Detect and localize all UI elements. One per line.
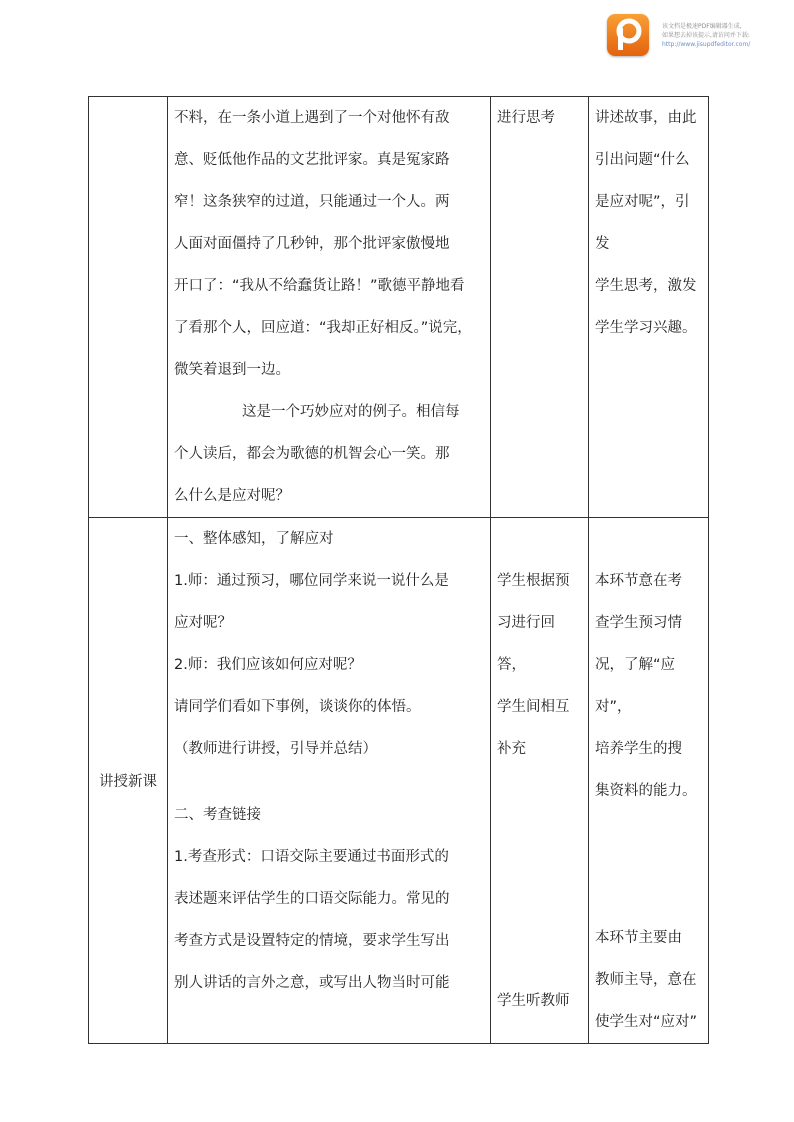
student-line: 学生听教师 (497, 993, 570, 1009)
content-line: 意、贬低他作品的文艺批评家。真是冤家路 (174, 152, 450, 168)
intent-line: 本环节意在考 (595, 573, 682, 589)
content-line: 请同学们看如下事例，谈谈你的体悟。 (174, 699, 421, 715)
student-activity-cell (491, 97, 589, 518)
intent-line: 况，了解“应对”， (595, 657, 676, 715)
student-line: 学生根据预 (497, 573, 570, 589)
content-line: 考查方式是设置特定的情境，要求学生写出 (174, 933, 450, 949)
intent-line: 集资料的能力。 (595, 783, 697, 799)
watermark-text (662, 22, 792, 49)
content-cell (168, 518, 491, 1044)
stage-cell (89, 518, 168, 1044)
intent-line: 教师主导，意在 (595, 972, 697, 988)
content-line: 2.师：我们应该如何应对呢？ (174, 657, 362, 673)
student-line: 习进行回答， (497, 615, 555, 673)
content-line: 么什么是应对呢？ (174, 488, 290, 504)
content-line: 表述题来评估学生的口语交际能力。常见的 (174, 891, 450, 907)
intent-line: 学生学习兴趣。 (595, 320, 697, 336)
content-line: 这是一个巧妙应对的例子。相信每 (242, 404, 460, 420)
student-activity: 进行思考 (497, 110, 555, 126)
lesson-plan-table (88, 96, 709, 1044)
intent-line: 本环节主要由 (595, 930, 682, 946)
design-intent-cell (589, 518, 709, 1044)
intent-line: 引出问题“什么 (595, 152, 690, 168)
content-cell (168, 97, 491, 518)
content-line: 不料，在一条小道上遇到了一个对他怀有敌 (174, 110, 450, 126)
p-logo-icon (607, 14, 649, 56)
watermark-line-1: 该文档是极速PDF编辑器生成, (662, 23, 742, 30)
content-line: 应对呢？ (174, 615, 232, 631)
stage-label: 讲授新课 (99, 774, 157, 790)
student-line: 补充 (497, 741, 526, 757)
content-line: 1.师：通过预习，哪位同学来说一说什么是 (174, 573, 449, 589)
pdf-editor-logo (607, 14, 649, 56)
student-activity-cell (491, 518, 589, 1044)
content-line: （教师进行讲授，引导并总结） (174, 741, 377, 757)
content-line: 微笑着退到一边。 (174, 362, 290, 378)
watermark-line-2: 如果想去掉该提示,请访问并下载: (662, 32, 750, 39)
content-line: 开口了：“我从不给蠢货让路！”歌德平静地看 (174, 278, 465, 294)
section-heading: 一、整体感知，了解应对 (174, 531, 334, 547)
intent-line: 培养学生的搜 (595, 741, 682, 757)
content-line: 人面对面僵持了几秒钟，那个批评家傲慢地 (174, 236, 450, 252)
content-line: 个人读后，都会为歌德的机智会心一笑。那 (174, 446, 450, 462)
intent-line: 学生思考，激发 (595, 278, 697, 294)
stage-cell (89, 97, 168, 518)
table-row (89, 518, 709, 1044)
content-line: 1.考查形式：口语交际主要通过书面形式的 (174, 849, 449, 865)
section-heading: 二、考查链接 (174, 807, 261, 823)
intent-line: 讲述故事，由此 (595, 110, 697, 126)
intent-line: 是应对呢”，引发 (595, 194, 690, 252)
intent-line: 使学生对“应对” (595, 1014, 698, 1030)
content-line: 窄！这条狭窄的过道，只能通过一个人。两 (174, 194, 450, 210)
intent-line: 查学生预习情 (595, 615, 682, 631)
table-row (89, 97, 709, 518)
student-line: 学生间相互 (497, 699, 570, 715)
watermark-url[interactable]: http://www.jisupdfeditor.com/ (662, 41, 751, 48)
design-intent-cell (589, 97, 709, 518)
content-line: 了看那个人，回应道：“我却正好相反。”说完， (174, 320, 472, 336)
content-line: 别人讲话的言外之意，或写出人物当时可能 (174, 975, 450, 991)
